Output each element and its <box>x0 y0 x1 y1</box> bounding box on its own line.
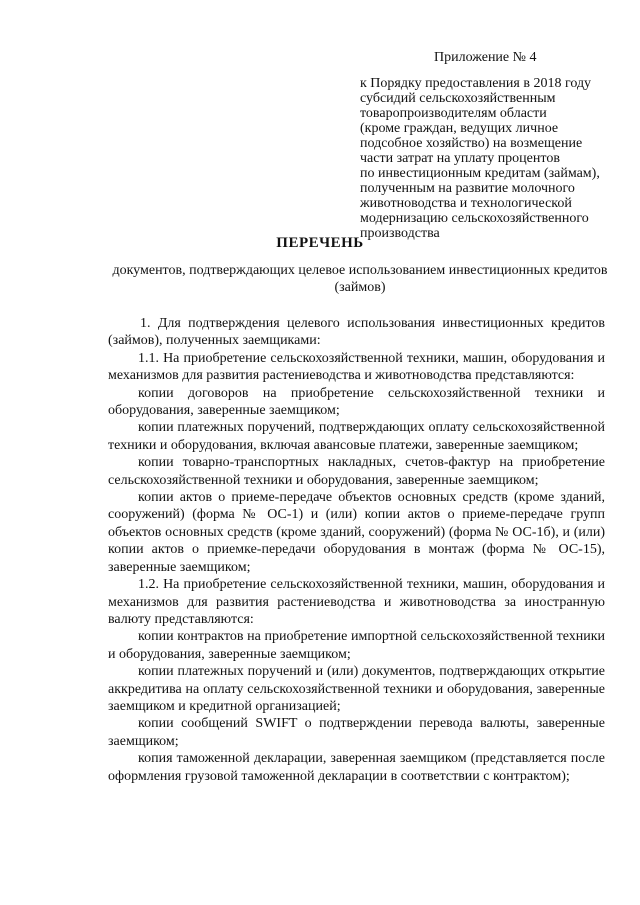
paragraph: копии платежных поручений и (или) документов, подтверждающих открытие аккредитива на оплату сельскохозяйственной техники и оборудования, заверенные заемщиком и кредитной организацией; <box>108 664 605 714</box>
document-body <box>108 315 605 785</box>
appendix-title: Приложение № 4 <box>434 50 537 65</box>
paragraph: копии платежных поручений, подтверждающих оплату сельскохозяйственной техники и оборудования, включая авансовые платежи, заверенные заемщиком; <box>108 420 605 453</box>
paragraph: 1.1. На приобретение сельскохозяйственной техники, машин, оборудования и механизмов для развития растениеводства и животноводства представляются: <box>108 350 605 384</box>
document-title: ПЕРЕЧЕНЬ <box>276 235 364 251</box>
appendix-text: к Порядку предоставления в 2018 году субсидий сельскохозяйственным товаропроизводителям области (кроме граждан, ведущих личное подсобное хозяйство) на возмещение части затрат на уплату процентов по инвестиционным кредитам (займам), полученным на развитие молочного животноводства и технологической модернизацию сельскохозяйственного производства <box>360 76 600 241</box>
paragraph: копия таможенной декларации, заверенная заемщиком (представляется после оформления грузовой таможенной декларации в соответствии с контрактом); <box>108 751 605 784</box>
appendix-header <box>360 50 630 241</box>
document-subtitle: документов, подтверждающих целевое использованием инвестиционных кредитов (займов) <box>112 263 608 295</box>
paragraph: 1. Для подтверждения целевого использования инвестиционных кредитов (займов), полученных заемщиками: <box>108 316 605 349</box>
paragraph: копии актов о приеме-передаче объектов основных средств (кроме зданий, сооружений) (форма № ОС-1) и (или) копии актов о приеме-передаче групп объектов основных средств (кроме зданий, сооружений) (форма № ОС-1б), и (или) копии актов о приемке-передачи оборудования в монтаж (форма № ОС-15), заверенные заемщиком; <box>108 490 605 575</box>
paragraph: копии контрактов на приобретение импортной сельскохозяйственной техники и оборудования, заверенные заемщиком; <box>108 629 605 662</box>
paragraph: копии договоров на приобретение сельскохозяйственной техники и оборудования, заверенные заемщиком; <box>108 385 605 419</box>
paragraph: копии сообщений SWIFT о подтверждении перевода валюты, заверенные заемщиком; <box>108 716 605 749</box>
paragraph: 1.2. На приобретение сельскохозяйственной техники, машин, оборудования и механизмов для развития растениеводства и животноводства за иностранную валюту представляются: <box>108 577 605 627</box>
paragraph: копии товарно-транспортных накладных, счетов-фактур на приобретение сельскохозяйственной техники и оборудования, заверенные заемщиком; <box>108 455 605 488</box>
